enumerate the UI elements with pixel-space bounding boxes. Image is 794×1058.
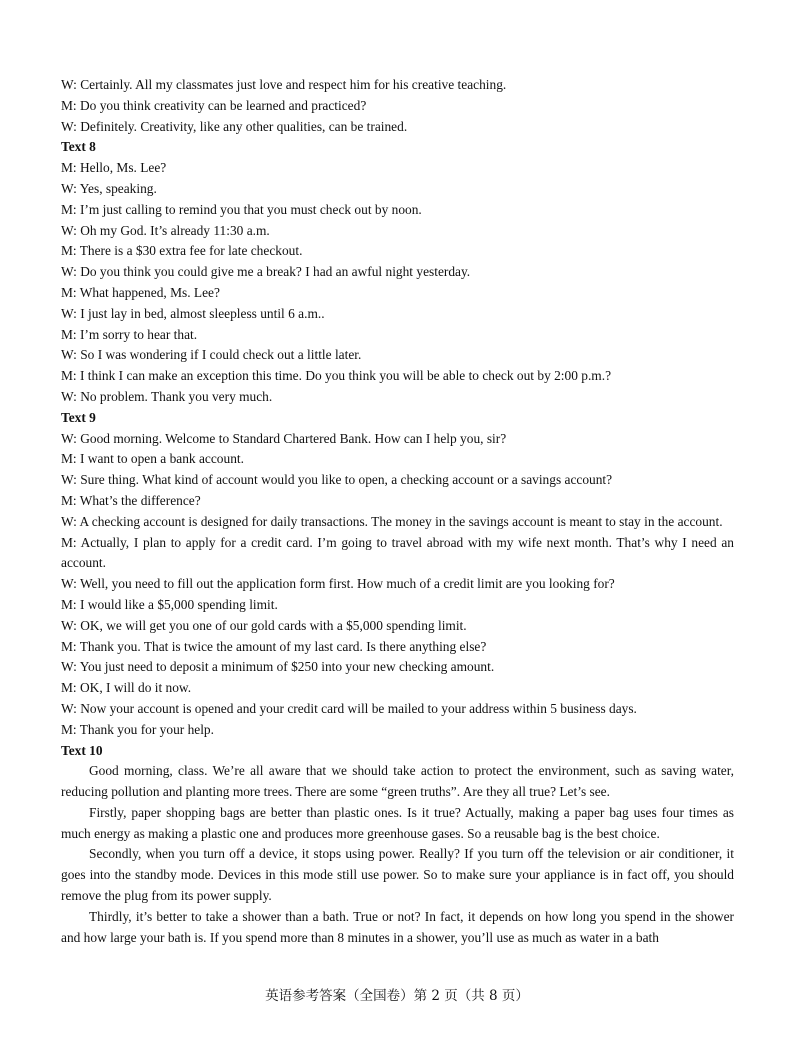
dialogue-line: W: No problem. Thank you very much. bbox=[61, 388, 273, 404]
section-heading-text8: Text 8 bbox=[61, 139, 96, 155]
monologue-paragraph: Thirdly, it’s better to take a shower than a bath. True or not? In fact, it depends on how long you spend in the shower and how large your bath is. If you spend more than 8 minutes in a shower, you’ll use as much as water in a bath bbox=[61, 908, 734, 945]
monologue-paragraph: Secondly, when you turn off a device, it stops using power. Really? If you turn off the television or air conditioner, it goes into the standby mode. Devices in this mode still use power. So to make sure your appliance is in fact off, you should remove the plug from its power supply. bbox=[61, 846, 734, 904]
monologue-paragraph: Firstly, paper shopping bags are better than plastic ones. Is it true? Actually, making a paper bag uses four times as much energy as making a plastic one and produces more greenhouse gases. So a reusable bag is the best choice. bbox=[61, 804, 734, 841]
dialogue-line: W: You just need to deposit a minimum of $250 into your new checking amount. bbox=[61, 659, 495, 675]
dialogue-line: M: Actually, I plan to apply for a credit card. I’m going to travel abroad with my wife next month. That’s why I need an account. bbox=[61, 534, 734, 571]
dialogue-line: M: Thank you for your help. bbox=[61, 721, 214, 737]
dialogue-line: W: Oh my God. It’s already 11:30 a.m. bbox=[61, 222, 270, 238]
dialogue-line: W: So I was wondering if I could check out a little later. bbox=[61, 347, 362, 363]
dialogue-line: M: Do you think creativity can be learned and practiced? bbox=[61, 97, 367, 113]
dialogue-line: M: OK, I will do it now. bbox=[61, 680, 192, 696]
dialogue-line: M: Thank you. That is twice the amount of my last card. Is there anything else? bbox=[61, 638, 487, 654]
dialogue-line: W: I just lay in bed, almost sleepless until 6 a.m.. bbox=[61, 305, 325, 321]
dialogue-line: M: I want to open a bank account. bbox=[61, 451, 244, 467]
dialogue-line: W: Yes, speaking. bbox=[61, 180, 157, 196]
dialogue-line: M: I would like a $5,000 spending limit. bbox=[61, 596, 278, 612]
dialogue-line: W: Certainly. All my classmates just love and respect him for his creative teaching. bbox=[61, 77, 507, 92]
dialogue-line: W: Good morning. Welcome to Standard Chartered Bank. How can I help you, sir? bbox=[61, 430, 507, 446]
document-body bbox=[61, 75, 734, 948]
dialogue-line: W: OK, we will get you one of our gold cards with a $5,000 spending limit. bbox=[61, 617, 467, 633]
monologue-paragraph: Good morning, class. We’re all aware that we should take action to protect the environment, such as saving water, reducing pollution and planting more trees. There are some “green truths”. Are they all true? Let’s see. bbox=[61, 763, 734, 800]
dialogue-line: M: I think I can make an exception this time. Do you think you will be able to check out by 2:00 p.m.? bbox=[61, 368, 612, 384]
dialogue-line: M: I’m sorry to hear that. bbox=[61, 326, 198, 342]
dialogue-line: M: What happened, Ms. Lee? bbox=[61, 284, 220, 300]
dialogue-line: M: I’m just calling to remind you that you must check out by noon. bbox=[61, 201, 422, 217]
dialogue-line: M: Hello, Ms. Lee? bbox=[61, 160, 167, 176]
section-heading-text10: Text 10 bbox=[61, 742, 103, 758]
dialogue-line: W: A checking account is designed for daily transactions. The money in the savings account is meant to stay in the account. bbox=[61, 513, 723, 529]
dialogue-line: W: Now your account is opened and your credit card will be mailed to your address within 5 business days. bbox=[61, 700, 637, 716]
dialogue-line: W: Well, you need to fill out the application form first. How much of a credit limit are you looking for? bbox=[61, 576, 615, 592]
dialogue-line: W: Definitely. Creativity, like any other qualities, can be trained. bbox=[61, 118, 408, 134]
dialogue-line: M: There is a $30 extra fee for late checkout. bbox=[61, 243, 303, 259]
section-heading-text9: Text 9 bbox=[61, 409, 96, 425]
dialogue-line: W: Sure thing. What kind of account would you like to open, a checking account or a savings account? bbox=[61, 472, 613, 488]
page-footer: 英语参考答案（全国卷）第 2 页（共 8 页） bbox=[265, 988, 529, 1004]
dialogue-line: M: What’s the difference? bbox=[61, 492, 201, 508]
dialogue-line: W: Do you think you could give me a break? I had an awful night yesterday. bbox=[61, 264, 471, 280]
